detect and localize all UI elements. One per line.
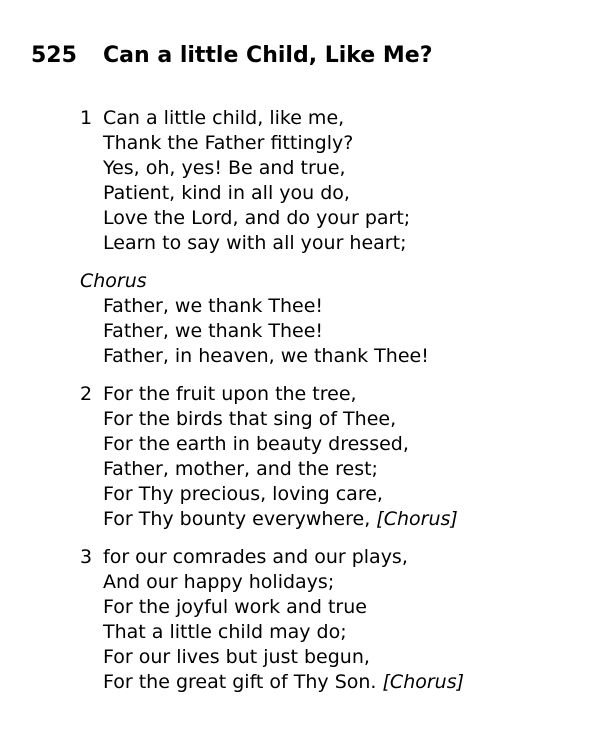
chorus-label: Chorus — [80, 270, 147, 292]
verse-line: Love the Lord, and do your part; — [103, 207, 411, 229]
verse-line: For the fruit upon the tree, — [103, 383, 357, 405]
verse-line: Learn to say with all your heart; — [103, 232, 407, 254]
chorus-line: Father, we thank Thee! — [103, 295, 324, 317]
verse-number: 3 — [80, 546, 93, 568]
verse-line: Yes, oh, yes! Be and true, — [103, 157, 346, 179]
verse-line: That a little child may do; — [103, 621, 347, 643]
hymn-header — [31, 42, 432, 70]
hymn-number: 525 — [31, 43, 77, 68]
verse-line — [103, 670, 464, 695]
chorus-line: Father, we thank Thee! — [103, 320, 324, 342]
verse-line: For the birds that sing of Thee, — [103, 408, 397, 430]
verse-line: For our lives but just begun, — [103, 646, 370, 668]
hymn-title: Can a little Child, Like Me? — [103, 43, 433, 68]
chorus-reference: [Chorus] — [376, 508, 458, 530]
verse-number: 1 — [80, 107, 93, 129]
verse-line: Thank the Father fittingly? — [103, 132, 354, 154]
chorus-reference: [Chorus] — [382, 671, 465, 693]
verse-3 — [80, 545, 464, 695]
verse-line: For the earth in beauty dressed, — [103, 433, 409, 455]
verse-number: 2 — [80, 383, 93, 405]
verse-line: Patient, kind in all you do, — [103, 182, 350, 204]
verse-line: for our comrades and our plays, — [103, 546, 408, 568]
verse-line: And our happy holidays; — [103, 571, 335, 593]
chorus-line: Father, in heaven, we thank Thee! — [103, 345, 429, 367]
verse-line: Father, mother, and the rest; — [103, 458, 378, 480]
verse-line: Can a little child, like me, — [103, 107, 345, 129]
chorus — [80, 269, 429, 369]
verse-line-text: For the great gift of Thy Son. — [103, 671, 377, 693]
verse-2 — [80, 382, 458, 532]
verse-line: For Thy precious, loving care, — [103, 483, 383, 505]
verse-line — [103, 507, 458, 532]
verse-line: For the joyful work and true — [103, 596, 367, 618]
verse-line-text: For Thy bounty everywhere, — [103, 508, 371, 530]
verse-1 — [80, 106, 410, 256]
